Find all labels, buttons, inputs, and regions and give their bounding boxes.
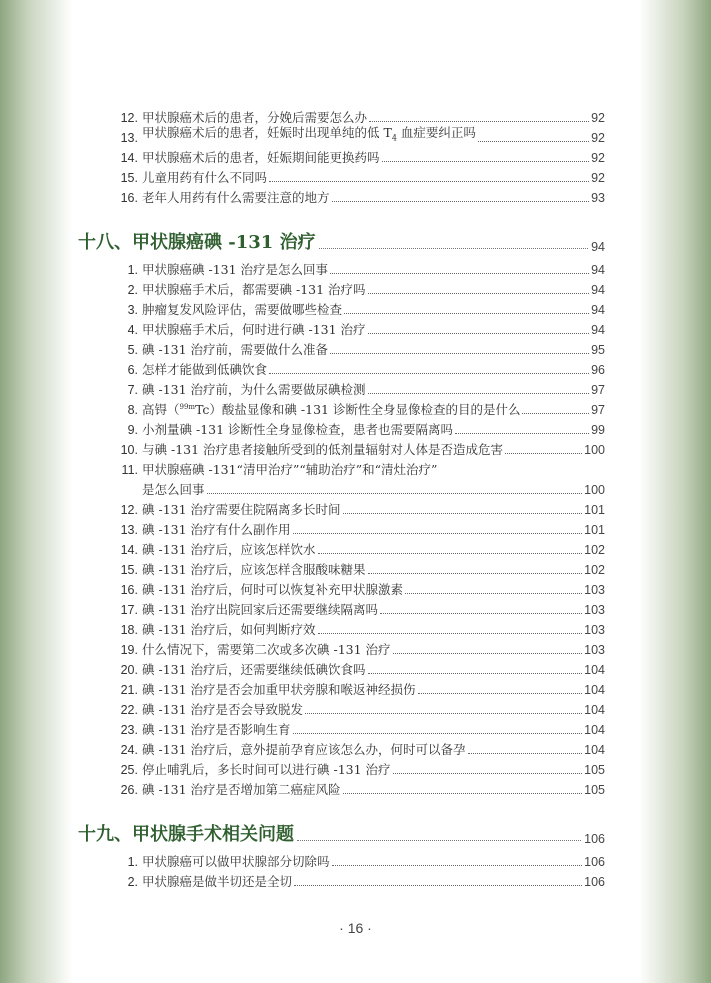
leader-dots	[380, 613, 582, 614]
entry-page: 104	[584, 663, 605, 677]
leader-dots	[319, 248, 589, 249]
entry-number: 17.	[120, 603, 138, 617]
toc-entry[interactable]	[112, 460, 605, 478]
section-title: 十八、甲状腺癌碘 -131 治疗	[78, 232, 316, 253]
entry-number: 5.	[127, 343, 138, 357]
entry-page: 105	[584, 783, 605, 797]
entry-number: 1.	[127, 263, 138, 277]
entry-page: 100	[584, 483, 605, 497]
entry-number: 12.	[120, 111, 138, 125]
leader-dots	[468, 753, 583, 754]
toc-entry[interactable]	[112, 520, 605, 538]
toc-entry[interactable]	[112, 124, 605, 146]
entry-title: 甲状腺癌术后的患者，分娩后需要怎么办	[142, 110, 368, 125]
entry-title: 碘 -131 治疗后，意外提前孕育应该怎么办，何时可以备孕	[142, 742, 466, 757]
entry-page: 105	[584, 763, 605, 777]
entry-number: 14.	[120, 151, 138, 165]
leader-dots	[207, 493, 583, 494]
entry-number: 12.	[120, 503, 138, 517]
leader-dots	[368, 673, 583, 674]
subscript: 4	[391, 133, 397, 142]
leader-dots	[382, 161, 590, 162]
toc-entry[interactable]	[112, 168, 605, 186]
entry-title: 与碘 -131 治疗患者接触所受到的低剂量辐射对人体是否造成危害	[142, 442, 504, 457]
entry-number: 9.	[127, 423, 138, 437]
entry-number: 15.	[120, 171, 138, 185]
leader-dots	[522, 413, 589, 414]
toc-entry-continuation[interactable]	[112, 480, 605, 498]
toc-entry[interactable]	[112, 660, 605, 678]
toc-entry[interactable]	[112, 720, 605, 738]
entry-number: 6.	[127, 363, 138, 377]
entry-page: 102	[584, 543, 605, 557]
toc-entry[interactable]	[112, 360, 605, 378]
leader-dots	[368, 333, 590, 334]
entry-title: 碘 -131 治疗后，应该怎样含服酸味糖果	[142, 562, 366, 577]
entry-page: 106	[584, 875, 605, 889]
toc-entry[interactable]	[112, 108, 605, 126]
entry-number: 24.	[120, 743, 138, 757]
leader-dots	[332, 865, 583, 866]
entry-page: 102	[584, 563, 605, 577]
entry-number: 8.	[127, 403, 138, 417]
entry-number: 13.	[120, 523, 138, 537]
toc-entry[interactable]	[112, 300, 605, 318]
entry-number: 11.	[121, 463, 138, 477]
entry-page: 104	[584, 743, 605, 757]
leader-dots	[293, 733, 583, 734]
toc-entry[interactable]	[112, 740, 605, 758]
entry-page: 100	[584, 443, 605, 457]
entry-title: 甲状腺癌可以做甲状腺部分切除吗	[142, 854, 330, 869]
toc-entry[interactable]	[112, 640, 605, 658]
leader-dots	[269, 373, 589, 374]
entry-page: 92	[591, 111, 605, 125]
entry-number: 4.	[127, 323, 138, 337]
entry-page: 94	[591, 263, 605, 277]
entry-number: 14.	[120, 543, 138, 557]
entry-title: 碘 -131 治疗有什么副作用	[142, 522, 291, 537]
leader-dots	[418, 693, 583, 694]
entry-number: 25.	[120, 763, 138, 777]
entry-number: 16.	[120, 583, 138, 597]
entry-title: 碘 -131 治疗是否会加重甲状旁腺和喉返神经损伤	[142, 682, 416, 697]
entry-page: 93	[591, 191, 605, 205]
entry-page: 94	[591, 303, 605, 317]
toc-entry[interactable]	[112, 380, 605, 398]
entry-title: 碘 -131 治疗是否增加第二癌症风险	[142, 782, 341, 797]
toc-entry[interactable]	[112, 320, 605, 338]
leader-dots	[343, 513, 583, 514]
toc-entry[interactable]	[112, 580, 605, 598]
toc-entry[interactable]	[112, 420, 605, 438]
leader-dots	[330, 353, 589, 354]
entry-number: 1.	[127, 855, 138, 869]
entry-number: 3.	[127, 303, 138, 317]
toc-entry[interactable]	[112, 760, 605, 778]
entry-number: 18.	[120, 623, 138, 637]
entry-page: 101	[584, 503, 605, 517]
entry-title: 高锝（$^{99m}$Tc）酸盐显像和碘 -131 诊断性全身显像检查的目的是什么	[142, 402, 521, 417]
entry-number: 2.	[127, 875, 138, 889]
toc-entry[interactable]	[112, 500, 605, 518]
leader-dots	[343, 793, 583, 794]
entry-page: 104	[584, 723, 605, 737]
entry-number: 23.	[120, 723, 138, 737]
toc-entry[interactable]	[112, 260, 605, 278]
entry-page: 94	[591, 323, 605, 337]
entry-page: 97	[591, 403, 605, 417]
entry-title: 甲状腺癌手术后，都需要碘 -131 治疗吗	[142, 282, 366, 297]
toc-entry[interactable]	[112, 560, 605, 578]
entry-page: 103	[584, 583, 605, 597]
entry-page: 92	[591, 171, 605, 185]
entry-title: 怎样才能做到低碘饮食	[142, 362, 268, 377]
entry-page: 103	[584, 643, 605, 657]
entry-number: 21.	[120, 683, 138, 697]
toc-entry[interactable]	[112, 600, 605, 618]
entry-title: 碘 -131 治疗需要住院隔离多长时间	[142, 502, 341, 517]
toc-entry[interactable]	[112, 852, 605, 870]
entry-title: 甲状腺癌术后的患者，妊娠期间能更换药吗	[142, 150, 380, 165]
entry-title: 是怎么回事	[142, 482, 205, 497]
entry-title: 什么情况下，需要第二次或多次碘 -131 治疗	[142, 642, 391, 657]
leader-dots	[368, 293, 590, 294]
entry-page: 96	[591, 363, 605, 377]
entry-page: 103	[584, 603, 605, 617]
leader-dots	[294, 885, 582, 886]
leader-dots	[318, 633, 583, 634]
leader-dots	[368, 393, 590, 394]
entry-title: 碘 -131 治疗后，何时可以恢复补充甲状腺激素	[142, 582, 404, 597]
entry-title: 甲状腺癌碘 -131“清甲治疗”“辅助治疗”和“清灶治疗”	[142, 462, 438, 477]
entry-number: 26.	[120, 783, 138, 797]
entry-number: 16.	[120, 191, 138, 205]
superscript: 99m	[179, 402, 196, 411]
leader-dots	[330, 273, 589, 274]
entry-title: 碘 -131 治疗前，为什么需要做尿碘检测	[142, 382, 366, 397]
entry-title: 碘 -131 治疗前，需要做什么准备	[142, 342, 329, 357]
toc-entry[interactable]	[112, 280, 605, 298]
section-heading-19[interactable]	[78, 822, 605, 846]
entry-page: 94	[591, 283, 605, 297]
toc-entry[interactable]	[112, 620, 605, 638]
section-page: 94	[591, 240, 605, 254]
entry-page: 104	[584, 683, 605, 697]
entry-title: 甲状腺癌碘 -131 治疗是怎么回事	[142, 262, 329, 277]
entry-title: 甲状腺癌术后的患者，妊娠时出现单纯的低 $T_4$ 血症要纠正吗	[142, 124, 476, 142]
entry-number: 22.	[120, 703, 138, 717]
leader-dots	[393, 653, 583, 654]
entry-page: 101	[584, 523, 605, 537]
toc-entry[interactable]	[112, 188, 605, 206]
entry-page: 103	[584, 623, 605, 637]
section-title: 十九、甲状腺手术相关问题	[78, 824, 294, 845]
leader-dots	[455, 433, 589, 434]
entry-title: 碘 -131 治疗后，如何判断疗效	[142, 622, 316, 637]
entry-title: 碘 -131 治疗后，还需要继续低碘饮食吗	[142, 662, 366, 677]
leader-dots	[297, 840, 581, 841]
toc-entry[interactable]	[112, 148, 605, 166]
entry-number: 19.	[120, 643, 138, 657]
entry-number: 2.	[127, 283, 138, 297]
entry-title: 儿童用药有什么不同吗	[142, 170, 268, 185]
entry-title: 碘 -131 治疗是否影响生育	[142, 722, 291, 737]
entry-page: 97	[591, 383, 605, 397]
entry-number: 13.	[120, 131, 138, 145]
entry-page: 92	[591, 131, 605, 145]
entry-title: 甲状腺癌是做半切还是全切	[142, 874, 293, 889]
entry-title: 甲状腺癌手术后，何时进行碘 -131 治疗	[142, 322, 366, 337]
entry-title: 小剂量碘 -131 诊断性全身显像检查，患者也需要隔离吗	[142, 422, 454, 437]
toc-entry[interactable]	[112, 440, 605, 458]
entry-number: 15.	[120, 563, 138, 577]
leader-dots	[269, 181, 589, 182]
toc-entry[interactable]	[112, 780, 605, 798]
leader-dots	[505, 453, 582, 454]
entry-page: 95	[591, 343, 605, 357]
leader-dots	[478, 141, 589, 142]
toc-entry[interactable]	[112, 540, 605, 558]
toc-entry[interactable]	[112, 700, 605, 718]
entry-number: 10.	[120, 443, 138, 457]
entry-number: 20.	[120, 663, 138, 677]
entry-page: 92	[591, 151, 605, 165]
toc-entry[interactable]	[112, 400, 605, 418]
entry-page: 104	[584, 703, 605, 717]
toc-entry[interactable]	[112, 340, 605, 358]
leader-dots	[393, 773, 583, 774]
entry-title: 停止哺乳后，多长时间可以进行碘 -131 治疗	[142, 762, 391, 777]
page-number: · 16 ·	[339, 920, 372, 936]
entry-number: 7.	[127, 383, 138, 397]
toc-entry[interactable]	[112, 872, 605, 890]
leader-dots	[405, 593, 582, 594]
entry-title: 碘 -131 治疗后，应该怎样饮水	[142, 542, 316, 557]
toc-entry[interactable]	[112, 680, 605, 698]
entry-page: 99	[591, 423, 605, 437]
leader-dots	[318, 553, 583, 554]
leader-dots	[369, 121, 589, 122]
entry-title: 老年人用药有什么需要注意的地方	[142, 190, 330, 205]
leader-dots	[368, 573, 583, 574]
entry-title: 碘 -131 治疗出院回家后还需要继续隔离吗	[142, 602, 379, 617]
leader-dots	[293, 533, 583, 534]
leader-dots	[305, 713, 582, 714]
entry-title: 碘 -131 治疗是否会导致脱发	[142, 702, 304, 717]
leader-dots	[332, 201, 590, 202]
leader-dots	[344, 313, 589, 314]
section-page: 106	[584, 832, 605, 846]
entry-title: 肿瘤复发风险评估，需要做哪些检查	[142, 302, 343, 317]
entry-page: 106	[584, 855, 605, 869]
section-heading-18[interactable]	[78, 230, 605, 254]
